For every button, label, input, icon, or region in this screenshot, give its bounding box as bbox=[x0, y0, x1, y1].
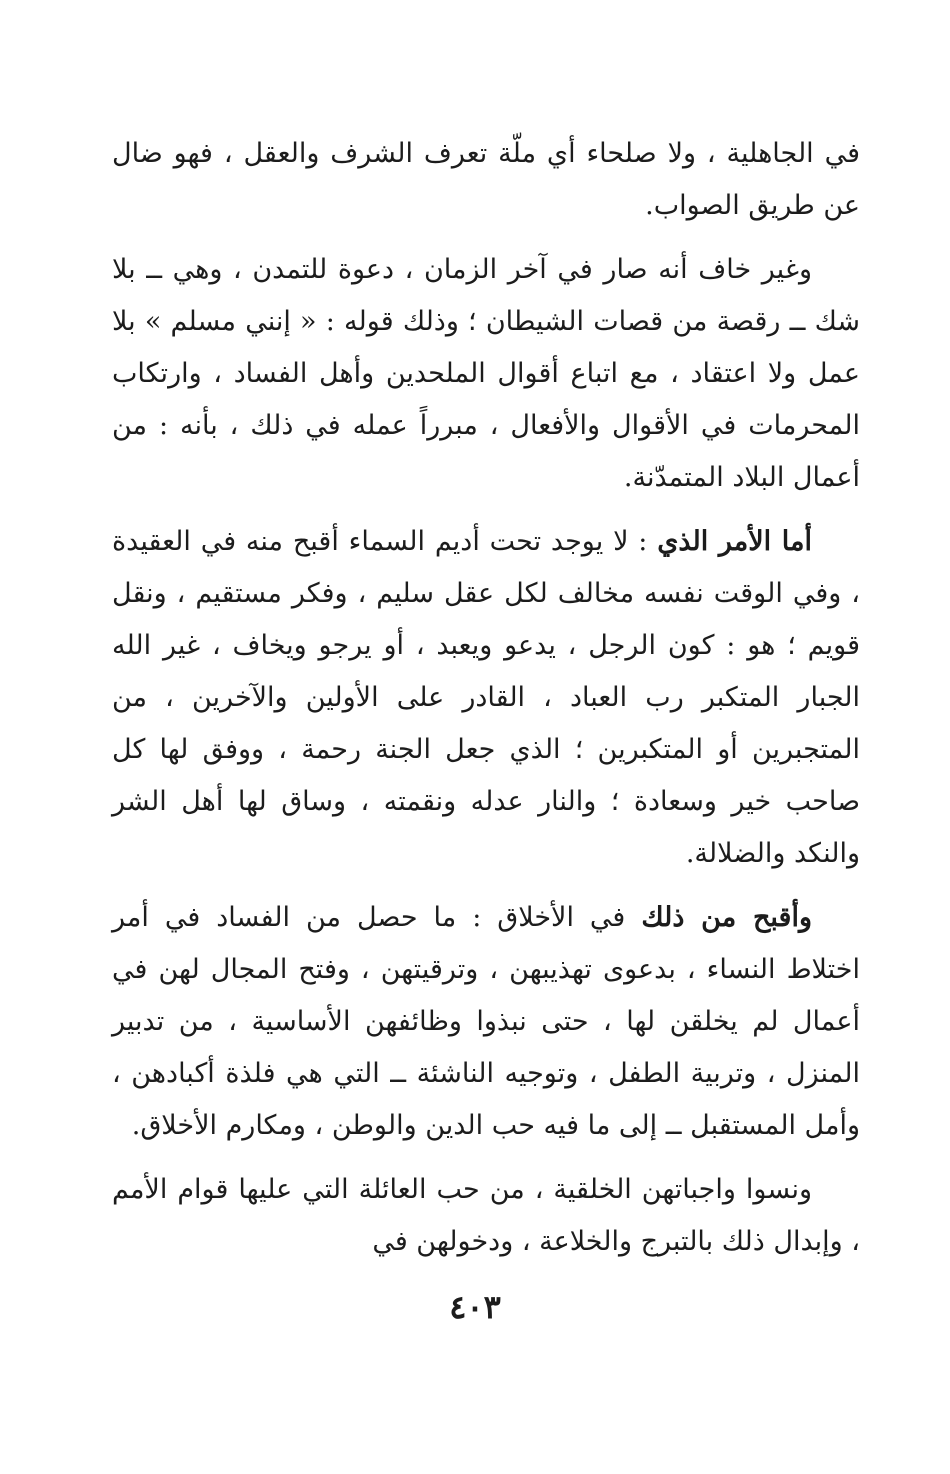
paragraph-1 bbox=[112, 128, 860, 232]
paragraph-text: في الأخلاق : ما حصل من الفساد في أمر اختلاط النساء ، بدعوى تهذيبهن ، وترقيتهن ، وفتح المجال لهن في أعمال لم يخلقن لها ، حتى نبذوا وظائفهن الأساسية ، من تدبير المنزل ، وتربية الطفل ، وتوجيه الناشئة ــ التي هي فلذة أكبادهن ، وأمل المستقبل ــ إلى ما فيه حب الدين والوطن ، ومكارم الأخلاق. bbox=[112, 902, 860, 1141]
paragraph-text: : لا يوجد تحت أديم السماء أقبح منه في العقيدة ، وفي الوقت نفسه مخالف لكل عقل سليم ، وفكر مستقيم ، ونقل قويم ؛ هو : كون الرجل ، يدعو ويعبد ، أو يرجو ويخاف ، غير الله الجبار المتكبر رب العباد ، القادر على الأولين والآخرين ، من المتجبرين أو المتكبرين ؛ الذي جعل الجنة رحمة ، ووفق لها كل صاحب خير وسعادة ؛ والنار عدله ونقمته ، وساق لها أهل الشر والنكد والضلالة. bbox=[112, 526, 860, 869]
paragraph-lead: وأقبح من ذلك bbox=[641, 902, 813, 933]
paragraph-text: وغير خاف أنه صار في آخر الزمان ، دعوة للتمدن ، وهي ــ بلا شك ــ رقصة من قصات الشيطان ؛ وذلك قوله : « إنني مسلم » بلا عمل ولا اعتقاد ، مع اتباع أقوال الملحدين وأهل الفساد ، وارتكاب المحرمات في الأقوال والأفعال ، مبرراً عمله في ذلك ، بأنه : من أعمال البلاد المتمدّنة. bbox=[112, 254, 860, 493]
paragraph-text: في الجاهلية ، ولا صلحاء أي ملّة تعرف الشرف والعقل ، فهو ضال عن طريق الصواب. bbox=[112, 138, 860, 221]
paragraph-2 bbox=[112, 244, 860, 504]
body-text bbox=[112, 128, 860, 1280]
paragraph-3 bbox=[112, 516, 860, 880]
paragraph-5 bbox=[112, 1164, 860, 1268]
page-number: ٤٠٣ bbox=[449, 1288, 501, 1326]
paragraph-lead: أما الأمر الذي bbox=[657, 526, 812, 557]
paragraph-text: ونسوا واجباتهن الخلقية ، من حب العائلة التي عليها قوام الأمم ، وإبدال ذلك بالتبرج والخلاعة ، ودخولهن في bbox=[112, 1174, 860, 1257]
paragraph-4 bbox=[112, 892, 860, 1152]
